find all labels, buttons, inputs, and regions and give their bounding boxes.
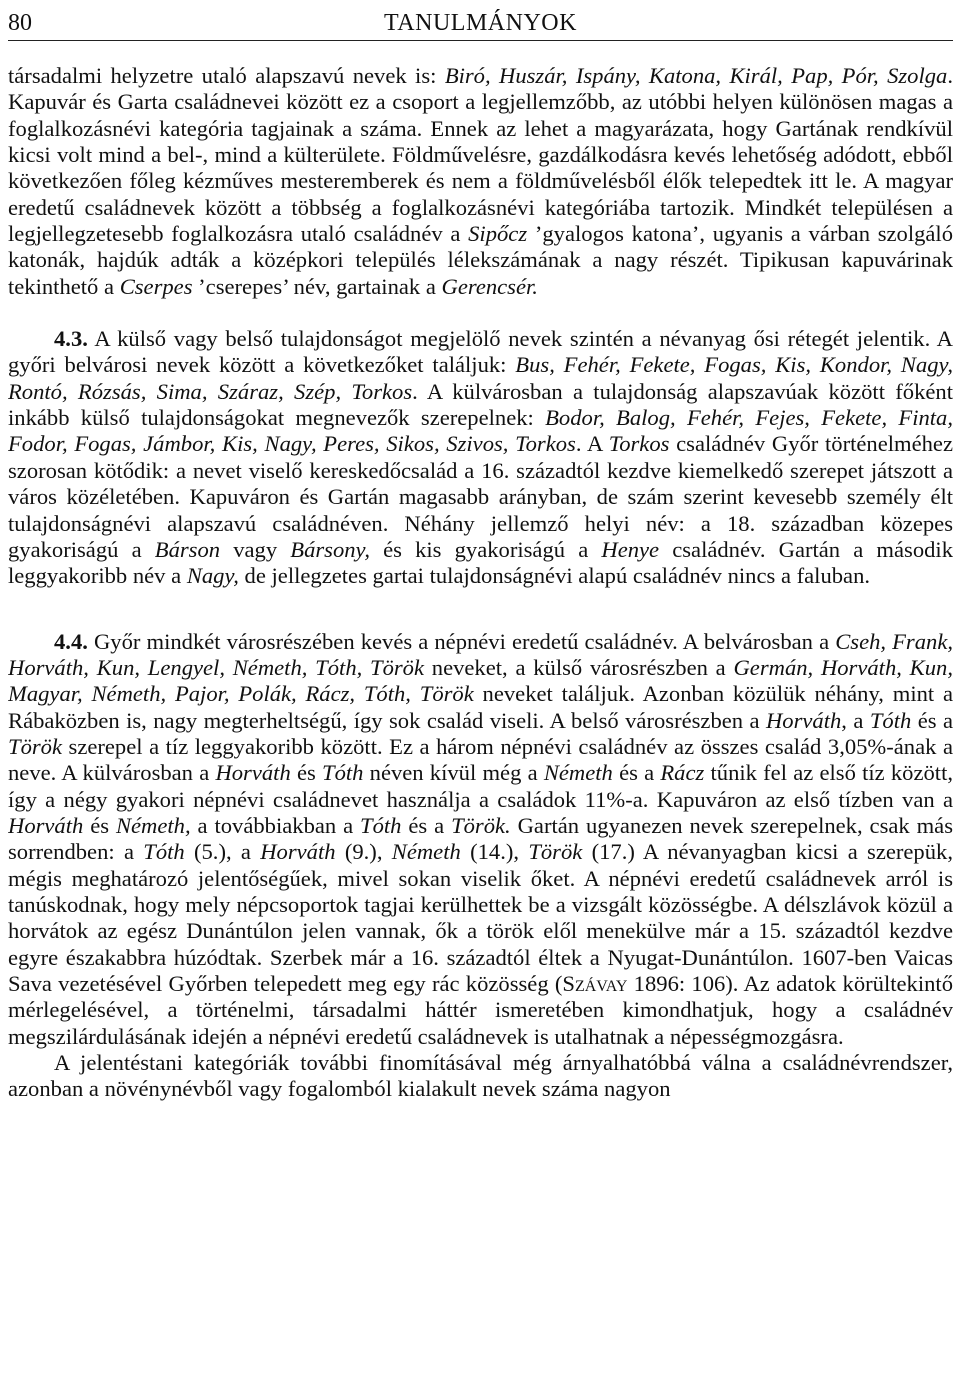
text-run: és a: [401, 812, 452, 838]
text-run: neveket, a külső városrészben a: [424, 654, 734, 680]
text-run: vagy: [220, 536, 291, 562]
text-run: és a: [911, 707, 953, 733]
italic-name-run: Rácz: [660, 760, 705, 786]
text-run: Gartán ugyanezen nevek szerepelnek, csak más sorrendben: a: [8, 812, 953, 865]
article-body: [8, 63, 953, 1103]
italic-name-run: Török.: [451, 812, 511, 838]
italic-name-run: Németh: [543, 760, 613, 786]
text-run: szerepel a tíz leggyakoribb között. Ez a három népnévi családnév az összes család 3,05%-ának a neve. A külvárosban a: [8, 733, 953, 786]
text-run: ’cserepes’ név, gartainak a: [192, 273, 442, 299]
italic-name-run: Bus, Fehér, Fekete, Fogas, Kis, Kondor, Nagy, Rontó, Rózsás, Sima, Száraz, Szép, Torkos: [8, 352, 953, 404]
text-run: és: [83, 812, 116, 838]
italic-name-run: Biró, Huszár, Ispány, Katona, Királ, Pap, Pór, Szolga: [444, 63, 948, 88]
italic-name-run: Bodor, Balog, Fehér, Fejes, Fekete, Finta, Fodor, Fogas, Jámbor, Kis, Nagy, Peres, Sikos, Szivos, Torkos: [8, 405, 953, 457]
italic-name-run: Bárson: [154, 536, 221, 562]
italic-name-run: Horváth: [765, 707, 842, 733]
italic-name-run: Tóth: [360, 812, 402, 838]
text-run: . A: [575, 431, 609, 457]
text-run: A külső vagy belső tulajdonságot megjelölő nevek szintén a névanyag ősi rétegét jelentik. A győri belvárosi nevek között a következőket találjuk:: [8, 326, 953, 378]
italic-name-run: Horváth: [215, 760, 291, 786]
italic-name-run: Horváth: [8, 812, 84, 838]
italic-name-run: Bársony,: [290, 536, 370, 562]
page-header: [8, 6, 953, 42]
text-run: (14.),: [460, 839, 529, 865]
header-rule: [8, 40, 953, 41]
italic-name-run: Török: [528, 839, 583, 865]
text-run: (17.) A névanyagban kicsi a szerepük, mégis meghatározó jelentőségűek, mivel sokan viselik őket. A népnévi eredetű családnevek arról is tanúskodnak, hogy mely népcsoportok tagjai kerülhettek be a vizsgált közösségbe. A délszlávok közül a horvátok az egész Dunántúlon jelen vannak, ők a török elől menekülve már a 15. századtól kezdve egyre északabbra húzódtak. Szerbek már a 16. századtól éltek a Nyugat-Dunántúlon. 1607-ben Vaicas Sava vezetésével Győrben telepedett meg egy rác közösség (: [8, 839, 953, 996]
italic-name-run: Török: [8, 733, 62, 759]
text-run: tűnik fel az első tíz között, így a négy gyakori népnévi családnevet használja a családok 11%-a. Kapuváron az első tízben van a: [8, 760, 953, 812]
text-run: . Kapuvár és Garta családnevei között ez a csoport a legjellemzőbb, az utóbbi helyen különösen magas a foglalkozásnévi kategória tagjainak a száma. Ennek az lehet a magyarázata, hogy Gartának rendkívül kicsi volt mind a bel-, mind a külterülete. Földművelésre, gazdálkodásra kevés lehetőség adódott, ebből következően főleg kézműves mesteremberek és nem a földművelésből élők telepedtek itt le. A magyar eredetű családnevek között a többség a foglalkozásnévi kategóriába tartozik. Mindkét településen a legjellegzetesebb foglalkozásra utaló családnév a: [8, 63, 953, 247]
section-number: 4.4.: [54, 628, 88, 654]
italic-name-run: Tóth: [143, 839, 185, 865]
paragraph-final: [8, 1050, 953, 1103]
italic-name-run: Németh,: [115, 812, 191, 838]
text-run: de jellegzetes gartai tulajdonságnévi alapú családnév nincs a faluban.: [238, 563, 871, 589]
italic-name-run: Cseh, Frank, Horváth, Kun, Lengyel, Németh, Tóth, Török: [8, 628, 953, 680]
paragraph-continued: [8, 63, 953, 300]
italic-name-run: Horváth: [260, 839, 336, 865]
text-run: néven kívül még a: [363, 760, 544, 786]
text-run: és a: [612, 760, 661, 786]
text-run: 1896: 106). Az adatok körültekintő mérlegelésével, a történelmi, társadalmi háttér ismeretében kimondhatjuk, hogy a családnév megszilárdulásának idején a népnévi eredetű családnevek is utalhatnak a népességmozgásra.: [8, 971, 953, 1049]
text-run: A jelentéstani kategóriák további finomításával még árnyalhatóbbá válna a családnévrendszer, azonban a növénynévből vagy fogalomból kialakult nevek száma nagyon: [8, 1050, 953, 1102]
text-run: (9.),: [335, 839, 392, 865]
italic-name-run: Cserpes: [119, 273, 193, 299]
italic-name-run: Germán, Horváth, Kun, Magyar, Németh, Pajor, Polák, Rácz, Tóth, Török: [8, 654, 953, 707]
italic-name-run: Henye: [601, 536, 660, 562]
paragraph-4-3: [8, 326, 953, 589]
running-title: TANULMÁNYOK: [384, 10, 577, 36]
text-run: és: [290, 760, 322, 786]
text-run: neveket találjuk. Azonban közülük néhány, mint a Rábaközben is, nagy megterheltségű, így sok család viseli. A belső városrészben a: [8, 681, 953, 733]
italic-name-run: Nagy,: [186, 563, 239, 589]
text-run: ’gyalogos katona’, ugyanis a várban szolgáló katonák, hajdúk adták a középkori település lélekszámának a nagy részét. Tipikusan kapuvárinak tekinthető a: [8, 221, 953, 299]
text-run: családnév. Gartán a második leggyakoribb név a: [8, 536, 953, 589]
author-citation: Szávay: [562, 971, 628, 996]
text-run: és kis gyakoriságú a: [369, 536, 602, 562]
text-run: . A külvárosban a tulajdonság alapszavúak között főként inkább külső tulajdonságokat megnevezők szerepelnek:: [8, 378, 953, 431]
text-run: (5.), a: [184, 839, 261, 865]
italic-name-run: Torkos: [608, 431, 670, 457]
text-run: társadalmi helyzetre utaló alapszavú nevek is:: [8, 63, 445, 88]
section-number: 4.3.: [54, 326, 88, 352]
paragraph-4-4: [8, 629, 953, 1051]
italic-name-run: Sipőcz: [468, 221, 528, 247]
document-page: [8, 0, 953, 1384]
italic-name-run: Tóth: [322, 760, 364, 786]
italic-name-run: Tóth: [869, 707, 912, 733]
text-run: , a: [841, 707, 870, 733]
page-number: 80: [8, 10, 32, 36]
text-run: Győr mindkét városrészében kevés a népnévi eredetű családnév. A belvárosban a: [87, 628, 836, 654]
italic-name-run: Gerencsér.: [441, 273, 538, 299]
text-run: családnév Győr történelméhez szorosan kötődik: a nevet viselő kereskedőcsalád a 16. századtól kezdve kiemelkedő szerepet játszott a város közéletében. Kapuváron és Gartán magasabb arányban, de szám szerint kevesebb személy élt tulajdonságnévi alapszavú családnéven. Néhány jellemző helyi név: a 18. században közepes gyakoriságú a: [8, 431, 953, 562]
text-run: a továbbiakban a: [190, 812, 361, 838]
italic-name-run: Németh: [391, 839, 461, 865]
